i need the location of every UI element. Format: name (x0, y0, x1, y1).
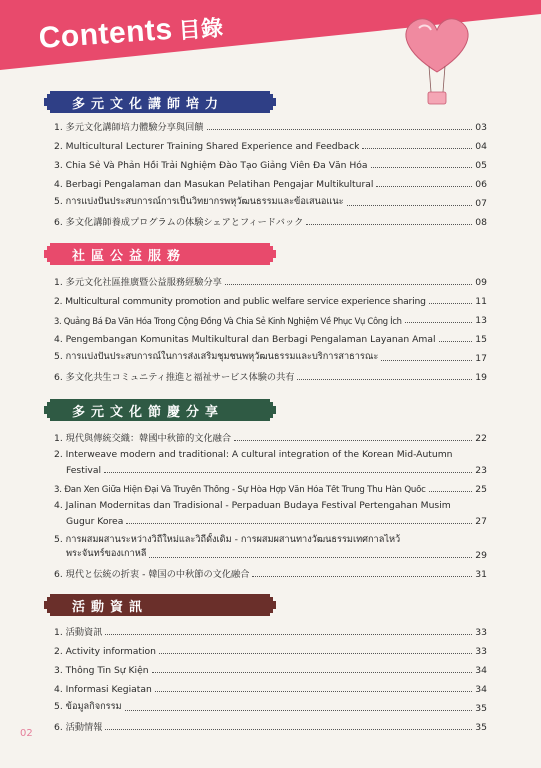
pixel-edge-right (266, 91, 276, 113)
toc-list-activity-info (54, 619, 487, 733)
toc-entry[interactable]: 4. Informasi Kegiatan 34 (54, 684, 487, 695)
page-number: 19 (475, 372, 487, 383)
page-number: 05 (475, 160, 487, 171)
toc-entry[interactable]: 3. Đan Xen Giữa Hiện Đại Và Truyền Thống - Sự Hòa Hợp Văn Hóa Tết Trung Thu Hàn Quốc 25 (54, 484, 487, 495)
page-number: 34 (475, 684, 487, 695)
page-number: 29 (475, 550, 487, 561)
section-heading-community-service: 社區公益服務 (54, 243, 266, 265)
toc-entry[interactable]: 3. Chia Sẻ Và Phản Hồi Trải Nghiệm Đào Tạo Giảng Viên Đa Văn Hóa 05 (54, 160, 487, 171)
toc-entry[interactable]: 4. Jalinan Modernitas dan Tradisional - Perpaduan Budaya Festival Pertengahan Musim Gugur Korea 27 (54, 500, 487, 527)
pixel-edge-left (44, 91, 54, 113)
pixel-edge-right (266, 243, 276, 265)
page-number: 25 (475, 484, 487, 495)
toc-entry[interactable]: 6. 現代と伝統の折衷 - 韓国の中秋節の文化融合 31 (54, 569, 487, 580)
page-title-cjk: 目錄 (177, 15, 225, 44)
page-number: 31 (475, 569, 487, 580)
toc-entry[interactable]: 2. Activity information 33 (54, 646, 487, 657)
page-number: 33 (475, 627, 487, 638)
toc-entry[interactable]: 5. การแบ่งปันประสบการณ์ในการส่งเสริมชุมชนพหุวัฒนธรรมและบริการสาธารณะ 17 (54, 351, 487, 364)
toc-entry[interactable]: 5. การแบ่งปันประสบการณ์การเป็นวิทยากรพหุวัฒนธรรมและข้อเสนอแนะ 07 (54, 196, 487, 209)
page-number: 13 (475, 315, 487, 326)
page-number: 23 (475, 465, 487, 476)
page-number: 17 (475, 353, 487, 364)
toc-entry[interactable]: 4. Pengembangan Komunitas Multikultural dan Berbagi Pengalaman Layanan Amal 15 (54, 334, 487, 345)
page-number: 11 (475, 296, 487, 307)
page-number: 35 (475, 722, 487, 733)
toc-entry[interactable]: 3. Quảng Bá Đa Văn Hóa Trong Cộng Đồng Và Chia Sẻ Kinh Nghiệm Về Phục Vụ Công Ích 13 (54, 315, 487, 326)
toc-entry[interactable]: 2. Interweave modern and traditional: A cultural integration of the Korean Mid-Autumn Festival 23 (54, 449, 487, 476)
page-number: 09 (475, 277, 487, 288)
section-heading-festival-sharing: 多元文化節慶分享 (54, 399, 266, 421)
section-heading-activity-info: 活動資訊 (54, 594, 266, 616)
toc-entry[interactable]: 5. ข้อมูลกิจกรรม 35 (54, 701, 487, 714)
pixel-edge-left (44, 243, 54, 265)
footer-page-number: 02 (20, 728, 33, 739)
toc-entry[interactable]: 4. Berbagi Pengalaman dan Masukan Pelatihan Pengajar Multikultural 06 (54, 179, 487, 190)
toc-entry[interactable]: 1. 多元文化講師培力體驗分享與回饋 03 (54, 122, 487, 133)
toc-entry[interactable]: 3. Thông Tin Sự Kiện 34 (54, 665, 487, 676)
pixel-edge-right (266, 399, 276, 421)
toc-entry[interactable]: 6. 多文化共生コミュニティ推進と福祉サービス体験の共有 19 (54, 372, 487, 383)
toc-entry[interactable]: 2. Multicultural community promotion and public welfare service experience sharing 11 (54, 296, 487, 307)
toc-list-community-service (54, 269, 487, 383)
page-title: Contents 目錄 (37, 12, 225, 56)
toc-list-lecturer-training (54, 114, 487, 228)
page-number: 34 (475, 665, 487, 676)
toc-entry[interactable]: 1. 多元文化社區推廣暨公益服務經驗分享 09 (54, 277, 487, 288)
toc-entry[interactable]: 5. การผสมผสานระหว่างวิถีใหม่และวิถีดั้งเดิม - การผสมผสานทางวัฒนธรรมเทศกาลไหว้ พระจันทร์ของเกาหลี 29 (54, 534, 487, 561)
pixel-edge-right (266, 594, 276, 616)
page-number: 15 (475, 334, 487, 345)
toc-entry[interactable]: 1. 活動資訊 33 (54, 627, 487, 638)
pixel-edge-left (44, 399, 54, 421)
page-number: 33 (475, 646, 487, 657)
toc-entry[interactable]: 6. 多文化講師養成プログラムの体験シェアとフィードバック 08 (54, 217, 487, 228)
pixel-edge-left (44, 594, 54, 616)
section-heading-lecturer-training: 多元文化講師培力 (54, 91, 266, 113)
page-number: 03 (475, 122, 487, 133)
toc-list-festival-sharing (54, 425, 487, 580)
toc-entry[interactable]: 2. Multicultural Lecturer Training Shared Experience and Feedback 04 (54, 141, 487, 152)
page-number: 07 (475, 198, 487, 209)
toc-entry[interactable]: 1. 現代與傳統交織：韓國中秋節的文化融合 22 (54, 433, 487, 444)
page-number: 08 (475, 217, 487, 228)
page-number: 35 (475, 703, 487, 714)
page-number: 04 (475, 141, 487, 152)
page-number: 27 (475, 516, 487, 527)
heart-balloon-icon (395, 10, 480, 115)
page-number: 22 (475, 433, 487, 444)
page-number: 06 (475, 179, 487, 190)
toc-entry[interactable]: 6. 活動情報 35 (54, 722, 487, 733)
